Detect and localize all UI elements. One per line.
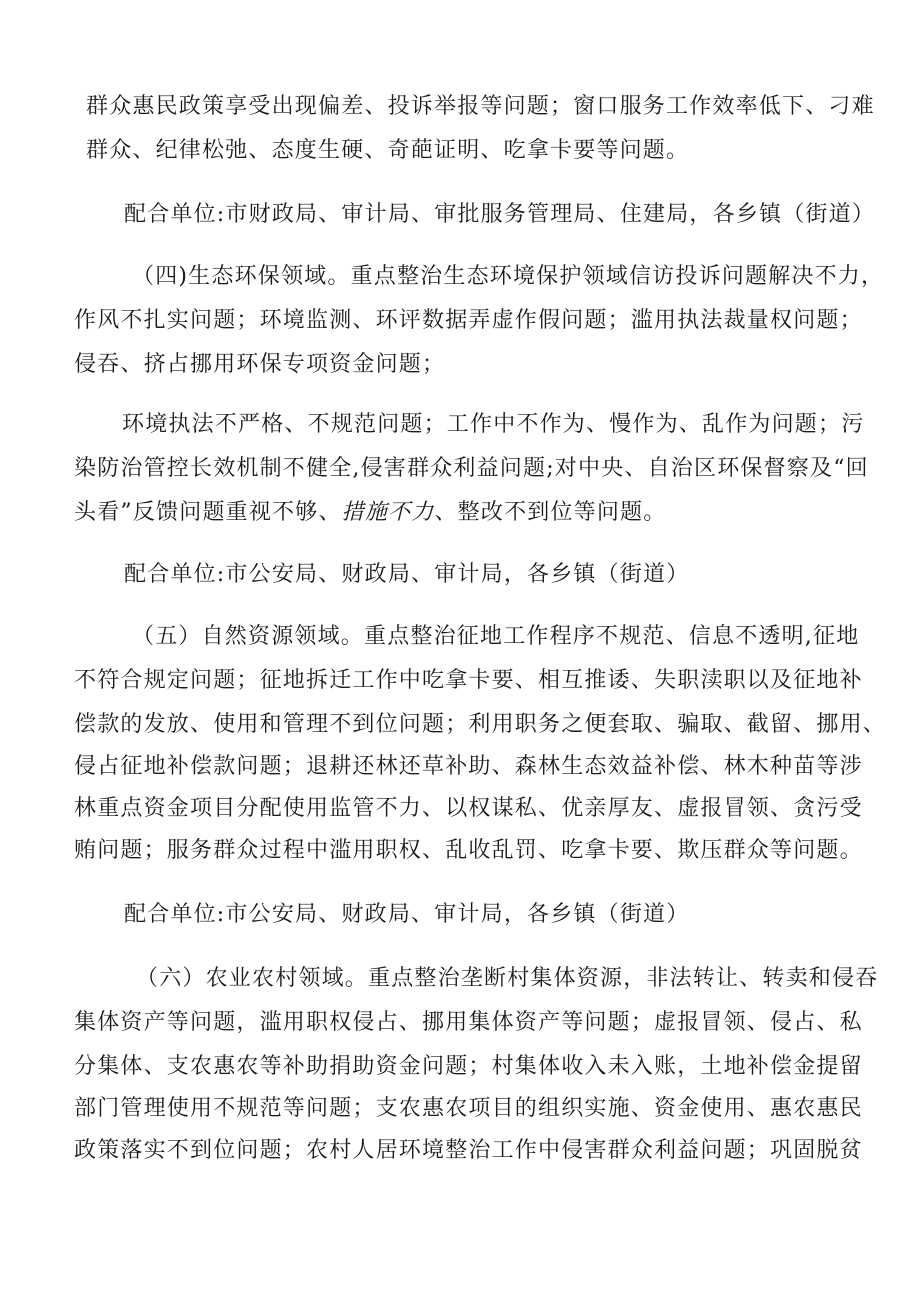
text-line: 配合单位:市公安局、财政局、审计局，各乡镇（街道） [124,562,690,587]
text-line: 群众、纪律松弛、态度生硬、奇葩证明、吃拿卡要等问题。 [86,138,690,163]
text-line: 作风不扎实问题；环境监测、环评数据弄虚作假问题；滥用执法裁量权问题； [74,308,863,333]
italic-text-segment: 措施不力 [341,500,435,525]
text-line: 配合单位:市公安局、财政局、审计局，各乡镇（街道） [124,902,690,927]
text-line: 染防治管控长效机制不健全,侵害群众利益问题;对中央、自治区环保督察及“回 [74,456,869,481]
text-line: 群众惠民政策享受出现偏差、投诉举报等问题；窗口服务工作效率低下、刁难 [86,94,875,119]
text-line: 配合单位:市财政局、审计局、审批服务管理局、住建局，各乡镇（街道） [124,202,876,227]
text-line: 部门管理使用不规范等问题；支农惠农项目的组织实施、资金使用、惠农惠民 [74,1096,863,1121]
text-line: （四)生态环保领域。重点整治生态环境保护领域信访投诉问题解决不力， [132,264,885,289]
text-line: 集体资产等问题，滥用职权侵占、挪用集体资产等问题；虚报冒领、侵占、私 [74,1010,863,1035]
text-line: 不符合规定问题；征地拆迁工作中吃拿卡要、相互推诿、失职渎职以及征地补 [74,668,863,693]
text-line: 偿款的发放、使用和管理不到位问题；利用职务之便套取、骗取、截留、挪用、 [74,712,887,737]
text-line: 政策落实不到位问题；农村人居环境整治工作中侵害群众利益问题；巩固脱贫 [74,1138,863,1163]
text-line: （六）农业农村领域。重点整治垄断村集体资源，非法转让、转卖和侵吞 [136,966,879,991]
text-line: 侵吞、挤占挪用环保专项资金问题； [74,352,446,377]
text-line: 侵占征地补偿款问题；退耕还林还草补助、森林生态效益补偿、林木种苗等涉 [74,754,863,779]
text-segment: 头看”反馈问题重视不够、 [74,500,342,525]
text-line: 林重点资金项目分配使用监管不力、以权谋私、优亲厚友、虚报冒领、贪污受 [74,796,863,821]
text-line: 分集体、支农惠农等补助捐助资金问题；村集体收入未入账，土地补偿金提留 [74,1054,863,1079]
text-segment: 、整改不到位等问题。 [434,500,667,525]
text-line [74,498,666,528]
text-line: 环境执法不严格、不规范问题；工作中不作为、慢作为、乱作为问题；污 [122,412,865,437]
text-line: （五）自然资源领域。重点整治征地工作程序不规范、信息不透明,征地 [132,624,860,649]
text-line: 贿问题；服务群众过程中滥用职权、乱收乱罚、吃拿卡要、欺压群众等问题。 [74,838,863,863]
